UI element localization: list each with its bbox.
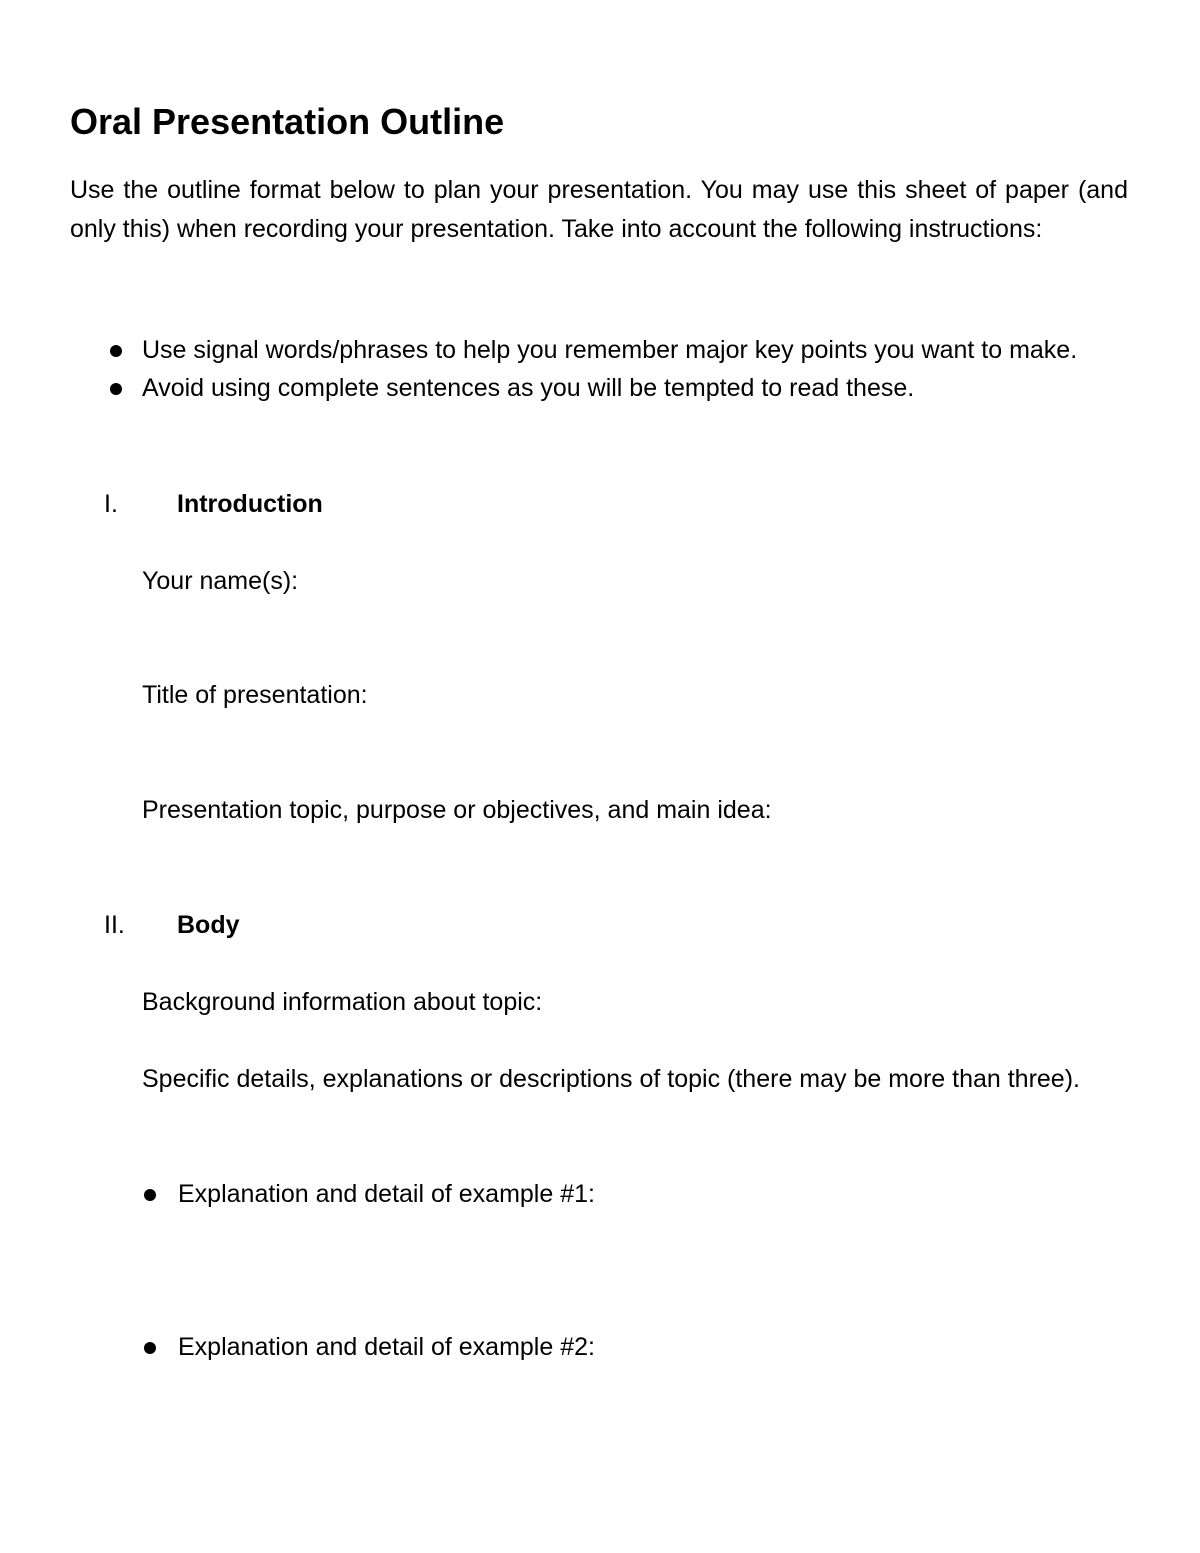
instruction-text: Use signal words/phrases to help you remember major key points you want to make. xyxy=(142,336,1078,364)
instruction-item xyxy=(70,369,1128,407)
instruction-text: Avoid using complete sentences as you will be tempted to read these. xyxy=(142,374,915,402)
details-paragraph: Specific details, explanations or descriptions of topic (there may be more than three). xyxy=(142,1065,1080,1093)
example-text: Explanation and detail of example #2: xyxy=(178,1333,595,1361)
example-text: Explanation and detail of example #1: xyxy=(178,1180,595,1208)
instruction-list xyxy=(70,331,1128,407)
page-title: Oral Presentation Outline xyxy=(70,101,505,142)
field-background-info: Background information about topic: xyxy=(142,988,543,1016)
bullet-icon xyxy=(110,383,122,395)
example-item xyxy=(142,1328,595,1366)
bullet-icon xyxy=(110,345,122,357)
field-title-of-presentation: Title of presentation: xyxy=(142,681,368,709)
section-heading-introduction: Introduction xyxy=(177,490,323,518)
example-item xyxy=(142,1175,595,1213)
section-heading-body: Body xyxy=(177,911,240,939)
bullet-icon xyxy=(144,1342,156,1354)
section-numeral: I. xyxy=(104,490,118,518)
field-topic-purpose: Presentation topic, purpose or objectives, and main idea: xyxy=(142,796,772,824)
instruction-item xyxy=(70,331,1128,369)
field-your-names: Your name(s): xyxy=(142,567,299,595)
bullet-icon xyxy=(144,1189,156,1201)
section-numeral: II. xyxy=(104,911,125,939)
intro-paragraph: Use the outline format below to plan your presentation. You may use this sheet of paper (and only this) when recording your presentation. Take into account the following instructions: xyxy=(70,176,1128,243)
